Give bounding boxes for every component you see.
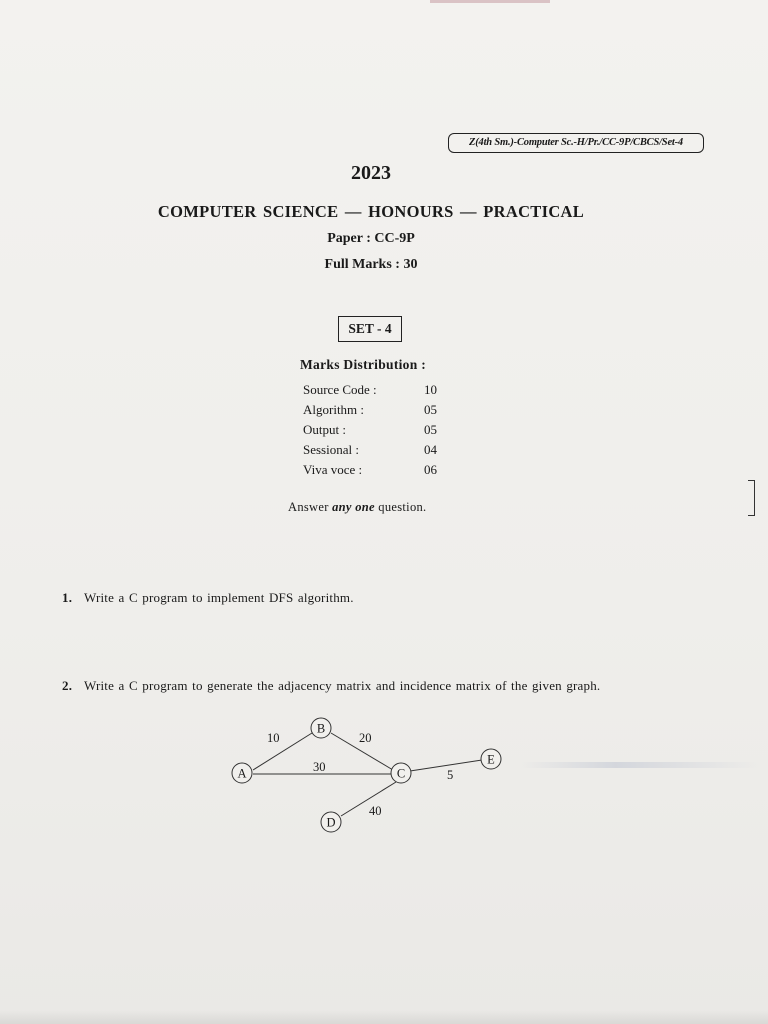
node-c-label: C — [396, 766, 406, 781]
full-marks: Full Marks : 30 — [324, 257, 418, 272]
marks-label: Source Code : — [303, 382, 377, 397]
edge-a-b — [253, 733, 312, 770]
marks-value: 06 — [424, 462, 437, 477]
answer-instruction — [288, 500, 426, 515]
paper-code-box: Z(4th Sm.)-Computer Sc.-H/Pr./CC-9P/CBCS/Set-4 — [448, 133, 704, 153]
marks-label: Viva voce : — [303, 462, 363, 477]
question-1 — [62, 590, 354, 606]
node-d — [321, 812, 341, 832]
node-a-label: A — [237, 766, 247, 781]
edge-c-e — [410, 760, 482, 771]
node-b-label: B — [316, 721, 326, 736]
edge-c-e-weight: 5 — [447, 768, 454, 782]
marks-value: 10 — [424, 382, 437, 397]
marks-distribution-title: Marks Distribution : — [300, 357, 427, 372]
node-b — [311, 718, 331, 738]
set-badge: SET - 4 — [338, 316, 402, 342]
marks-value: 05 — [424, 402, 437, 417]
bottom-shadow — [0, 1010, 768, 1024]
edge-b-c-weight: 20 — [359, 731, 372, 745]
question-2 — [62, 678, 600, 694]
marks-label: Algorithm : — [303, 402, 365, 417]
instruction-prefix: Answer — [288, 500, 329, 514]
instruction-suffix: question. — [378, 500, 427, 514]
edge-a-c-weight: 30 — [313, 760, 326, 774]
instruction-emphasis: any one — [332, 500, 375, 514]
top-edge-mark — [430, 0, 550, 3]
marks-label: Output : — [303, 422, 346, 437]
node-e — [481, 749, 501, 769]
question-text: Write a C program to implement DFS algorithm. — [84, 590, 354, 605]
node-e-label: E — [487, 752, 495, 767]
marks-value: 04 — [424, 442, 437, 457]
paper-label: Paper : CC-9P — [327, 231, 415, 246]
exam-year: 2023 — [351, 162, 391, 184]
subject-title: COMPUTER SCIENCE — HONOURS — PRACTICAL — [157, 202, 585, 221]
edge-c-d-weight: 40 — [369, 804, 382, 818]
node-c — [391, 763, 411, 783]
scan-smudge — [520, 762, 760, 768]
marks-label: Sessional : — [303, 442, 359, 457]
node-d-label: D — [326, 815, 336, 830]
node-a — [232, 763, 252, 783]
margin-bracket-mark — [748, 480, 755, 516]
question-text: Write a C program to generate the adjacency matrix and incidence matrix of the given graph. — [84, 678, 601, 693]
question-number: 2. — [62, 678, 73, 693]
weighted-graph-diagram — [220, 712, 520, 837]
marks-value: 05 — [424, 422, 437, 437]
edge-a-b-weight: 10 — [267, 731, 280, 745]
question-number: 1. — [62, 590, 73, 605]
